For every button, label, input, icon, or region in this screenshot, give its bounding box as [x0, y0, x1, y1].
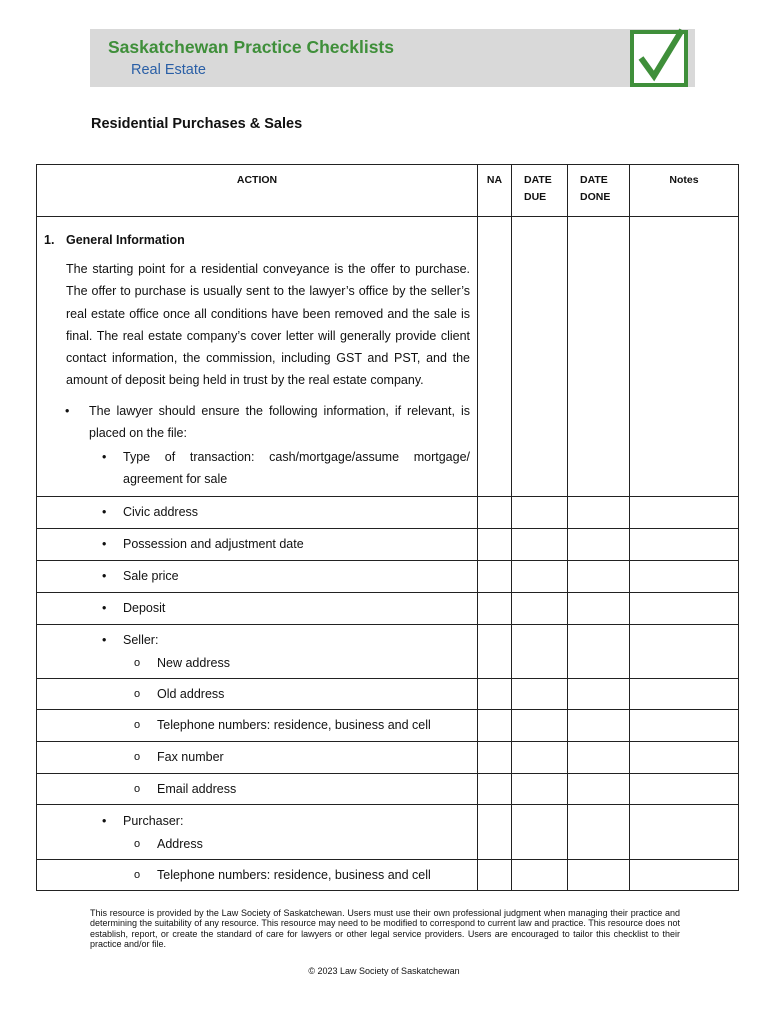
header-date-due: DATE DUE	[512, 165, 568, 217]
header-notes: Notes	[630, 165, 739, 217]
table-row	[37, 528, 739, 560]
header-banner	[90, 29, 695, 87]
footer-disclaimer: This resource is provided by the Law Society of Saskatchewan. Users must use their own professional judgment when managing their practice and determining the suitability of any resource. This resource may need to be modified to correspond to current law and practice. This resource does not establish, report, or create the standard of care for lawyers or other legal service providers. Users are encouraged to tailor this checklist to their practice and/or file.	[90, 908, 680, 949]
table-header-row	[37, 165, 739, 217]
header-action: ACTION	[37, 165, 478, 217]
header-date-done: DATE DONE	[568, 165, 630, 217]
sub-list-item: o New address	[134, 655, 230, 670]
list-item: • Purchaser:	[102, 813, 184, 828]
sub-list-item: o Old address	[134, 686, 225, 701]
table-row	[37, 741, 739, 773]
sub-bullet-item: • Type of transaction: cash/mortgage/assume mortgage/ agreement for sale	[123, 446, 470, 490]
table-row	[37, 560, 739, 592]
header-na: NA	[478, 165, 512, 217]
table-row	[37, 804, 739, 859]
list-item: • Seller:	[102, 632, 159, 647]
list-item: • Possession and adjustment date	[102, 536, 304, 551]
list-item: • Sale price	[102, 568, 179, 583]
sub-list-item: o Fax number	[134, 749, 224, 764]
sub-list-item: o Address	[134, 836, 203, 851]
section-heading: 1. General Information	[44, 233, 185, 247]
footer-copyright: © 2023 Law Society of Saskatchewan	[308, 966, 460, 976]
date-due-cell[interactable]	[512, 217, 568, 497]
section-general-information	[37, 217, 478, 497]
table-row	[37, 217, 739, 497]
table-row	[37, 496, 739, 528]
section-paragraph: The starting point for a residential conveyance is the offer to purchase. The offer to purchase is usually sent to the lawyer’s office by the seller’s real estate office once all conditions have been removed and the sale is final. The real estate company’s cover letter will generally provide client contact information, the commission, including GST and PST, and the amount of deposit being held in trust by the real estate company.	[66, 262, 470, 388]
notes-cell[interactable]	[630, 217, 739, 497]
table-row	[37, 624, 739, 678]
table-row	[37, 773, 739, 804]
table-row	[37, 859, 739, 890]
date-done-cell[interactable]	[568, 217, 630, 497]
na-cell[interactable]	[478, 217, 512, 497]
table-row	[37, 592, 739, 624]
checkmark-logo-icon	[630, 28, 689, 87]
header-subtitle: Real Estate	[131, 62, 206, 78]
sub-list-item: o Telephone numbers: residence, business and cell	[134, 717, 431, 732]
document-title: Residential Purchases & Sales	[91, 116, 303, 132]
table-row	[37, 709, 739, 741]
checklist-table	[36, 164, 739, 891]
sub-list-item: o Email address	[134, 781, 237, 796]
list-item: • Civic address	[102, 504, 199, 519]
table-row	[37, 678, 739, 709]
sub-list-item: o Telephone numbers: residence, business and cell	[134, 867, 431, 882]
bullet-item: • The lawyer should ensure the following information, if relevant, is placed on the file:	[89, 400, 470, 444]
list-item: • Deposit	[102, 600, 166, 615]
header-title: Saskatchewan Practice Checklists	[108, 37, 394, 57]
